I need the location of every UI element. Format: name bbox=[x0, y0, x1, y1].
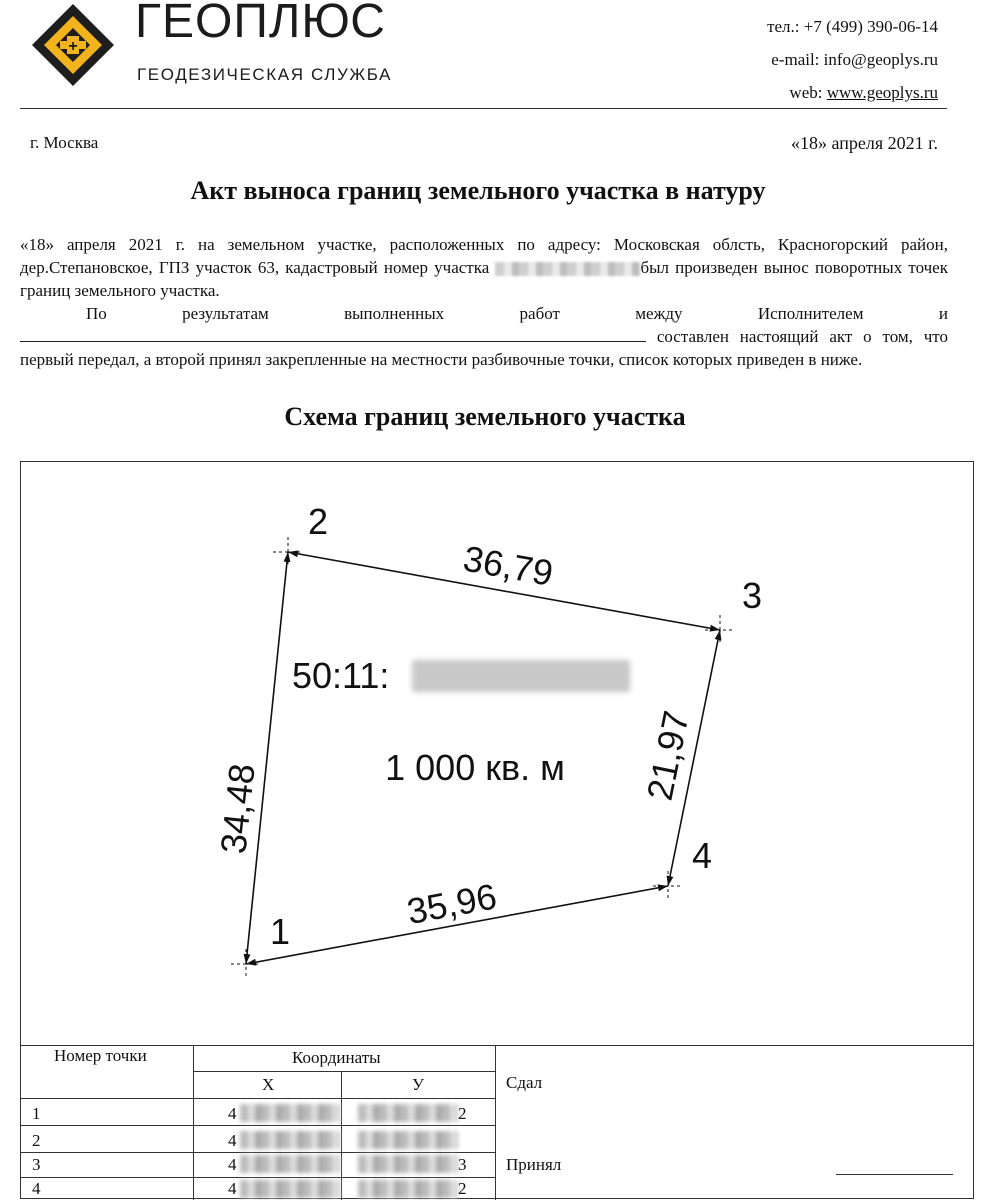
p2-word: Исполнителем bbox=[757, 304, 864, 323]
point-label-1: 1 bbox=[270, 911, 291, 952]
svg-text:+: + bbox=[68, 38, 78, 55]
x-prefix: 4 bbox=[228, 1155, 237, 1174]
p2-word: По bbox=[86, 304, 107, 323]
edge-1-2 bbox=[246, 552, 291, 964]
web-prefix: web: bbox=[789, 83, 827, 102]
brand-name: ГЕОПЛЮС bbox=[135, 0, 386, 48]
y-suffix: 3 bbox=[458, 1155, 467, 1174]
handed-over-label: Сдал bbox=[506, 1073, 543, 1092]
brand-subtitle: ГЕОДЕЗИЧЕСКАЯ СЛУЖБА bbox=[137, 65, 393, 84]
redacted-x-value bbox=[240, 1180, 340, 1198]
website-link[interactable]: www.geoplys.ru bbox=[826, 83, 938, 102]
redacted-y-value bbox=[358, 1131, 458, 1149]
point-label-2: 2 bbox=[308, 501, 329, 542]
redacted-x-value bbox=[240, 1131, 340, 1149]
scheme-title: Схема границ земельного участка bbox=[284, 402, 686, 431]
row-number: 3 bbox=[32, 1155, 41, 1174]
edge-length-4-1: 35,96 bbox=[403, 875, 500, 933]
phone-text: тел.: +7 (499) 390-06-14 bbox=[767, 17, 938, 36]
email-text: e-mail: info@geoplys.ru bbox=[771, 50, 938, 69]
p2-word: работ bbox=[519, 304, 560, 323]
header-point-number: Номер точки bbox=[54, 1046, 147, 1065]
x-prefix: 4 bbox=[228, 1104, 237, 1123]
area-label: 1 000 кв. м bbox=[385, 747, 565, 788]
row-number: 2 bbox=[32, 1131, 41, 1150]
paragraph-1-part-b: был произведен вынос поворотных точек границ земельного участка. bbox=[20, 258, 948, 300]
row-number: 1 bbox=[32, 1104, 41, 1123]
p2-word: между bbox=[635, 304, 683, 323]
edge-length-1-2: 34,48 bbox=[212, 761, 263, 856]
header-y: У bbox=[412, 1075, 425, 1094]
header-x: X bbox=[262, 1075, 275, 1094]
header-coordinates: Координаты bbox=[292, 1048, 381, 1067]
redacted-x-value bbox=[240, 1155, 340, 1173]
edge-length-3-4: 21,97 bbox=[638, 707, 697, 804]
row-number: 4 bbox=[32, 1179, 41, 1198]
city-text: г. Москва bbox=[30, 133, 99, 152]
y-suffix: 2 bbox=[458, 1104, 467, 1123]
paragraph-2-part-b: составлен настоящий акт о том, что первый передал, а второй принял закрепленные на местности разбивочные точки, список которых приведен в ниже. bbox=[20, 327, 948, 369]
redacted-y-value bbox=[358, 1180, 458, 1198]
document-date: «18» апреля 2021 г. bbox=[791, 133, 938, 153]
y-suffix: 2 bbox=[458, 1179, 467, 1198]
p2-word: и bbox=[938, 304, 948, 323]
redacted-cadastral-suffix bbox=[412, 660, 630, 692]
p2-word: результатам bbox=[182, 304, 269, 323]
p2-word: выполненных bbox=[344, 304, 445, 323]
redacted-y-value bbox=[358, 1155, 458, 1173]
cadastral-prefix: 50:11: bbox=[292, 655, 390, 696]
edge-length-2-3: 36,79 bbox=[460, 537, 557, 594]
accepted-label: Принял bbox=[506, 1155, 562, 1174]
x-prefix: 4 bbox=[228, 1131, 237, 1150]
paragraph-1-part-a: «18» апреля 2021 г. на земельном участке, расположенных по адресу: Московская облсть, Красногорский район, дер.Степановское, ГПЗ участок 63, кадастровый номер участка bbox=[20, 235, 948, 277]
redacted-y-value bbox=[358, 1104, 458, 1122]
document-title: Акт выноса границ земельного участка в натуру bbox=[190, 176, 766, 205]
point-label-3: 3 bbox=[742, 575, 763, 616]
x-prefix: 4 bbox=[228, 1179, 237, 1198]
signature-line bbox=[836, 1174, 953, 1175]
redacted-x-value bbox=[240, 1104, 340, 1122]
point-label-4: 4 bbox=[692, 835, 713, 876]
